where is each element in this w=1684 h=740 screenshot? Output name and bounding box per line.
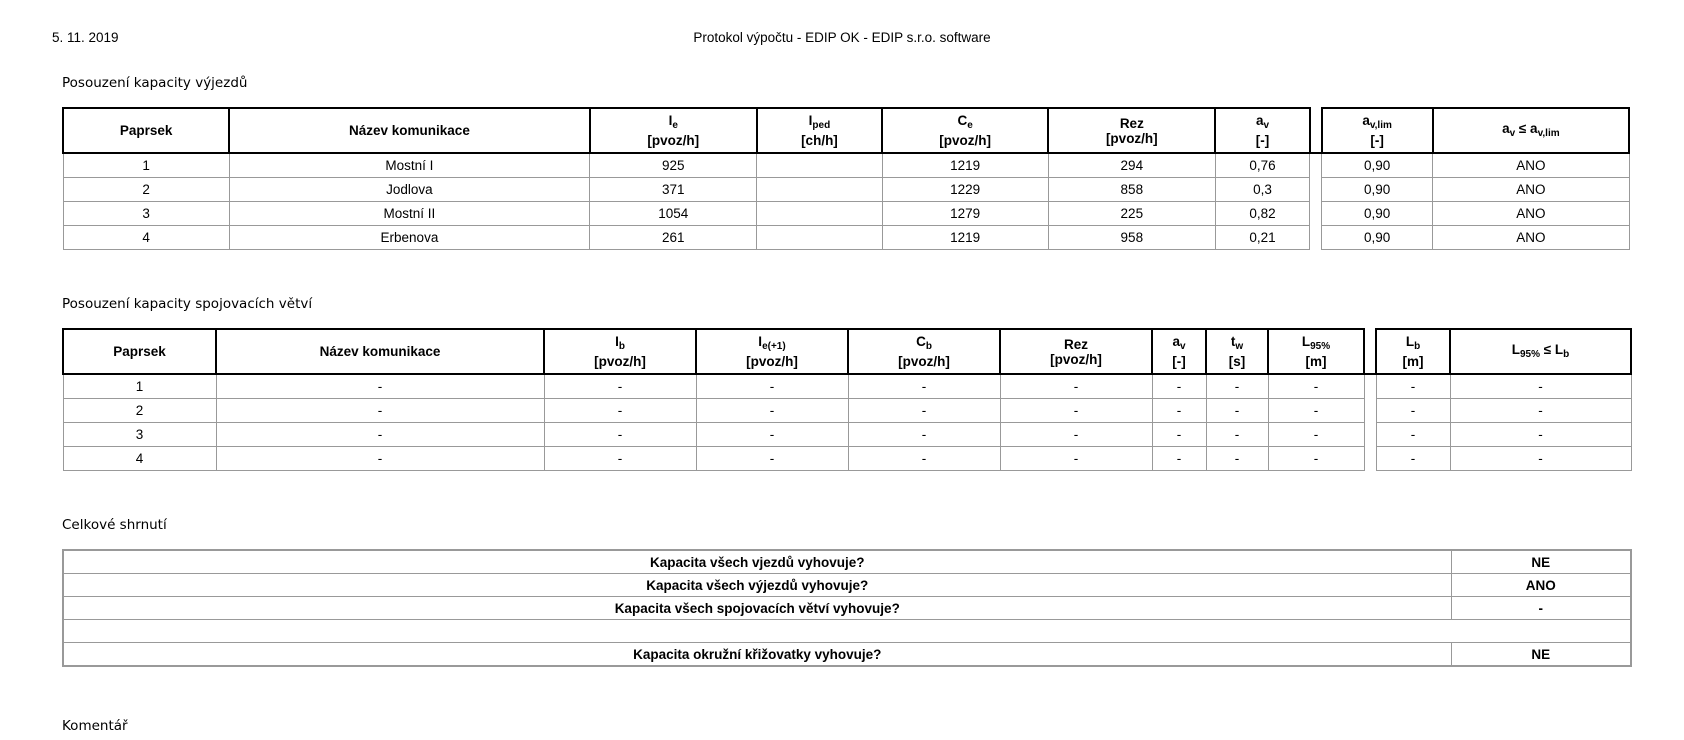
summary-row-empty bbox=[63, 620, 1631, 643]
summary-question: Kapacita okružní křižovatky vyhovuje? bbox=[63, 643, 1451, 667]
cell-l95: - bbox=[1268, 374, 1364, 399]
summary-row bbox=[63, 574, 1631, 597]
cell-gap bbox=[1310, 178, 1322, 202]
cell-rez: 294 bbox=[1048, 153, 1215, 178]
cell-paprsek: 1 bbox=[63, 374, 216, 399]
cell-rez: - bbox=[1000, 423, 1152, 447]
table-row bbox=[63, 226, 1629, 250]
col-nazev: Název komunikace bbox=[229, 108, 589, 153]
cell-av: - bbox=[1152, 374, 1206, 399]
exits-table bbox=[62, 107, 1630, 250]
cell-l95: - bbox=[1268, 399, 1364, 423]
cell-paprsek: 4 bbox=[63, 226, 229, 250]
cell-avlim: 0,90 bbox=[1322, 153, 1433, 178]
col-lb: $L_b$ [m] bbox=[1376, 329, 1450, 374]
cell-ie1: - bbox=[696, 399, 848, 423]
cell-cb: - bbox=[848, 374, 1000, 399]
cell-tw: - bbox=[1206, 447, 1268, 471]
section-connectors-title: Posouzení kapacity spojovacích větví bbox=[62, 296, 313, 312]
summary-row bbox=[63, 597, 1631, 620]
cell-nazev: Mostní I bbox=[229, 153, 589, 178]
cell-iped bbox=[757, 202, 882, 226]
col-check: $a_v \le a_{v,lim}$ bbox=[1433, 108, 1629, 153]
cell-check: - bbox=[1450, 447, 1631, 471]
summary-spacer bbox=[63, 620, 1631, 643]
col-check: $L_{95\%} \le L_b$ bbox=[1450, 329, 1631, 374]
table-row bbox=[63, 399, 1631, 423]
summary-question: Kapacita všech výjezdů vyhovuje? bbox=[63, 574, 1451, 597]
cell-ie: 371 bbox=[590, 178, 757, 202]
cell-gap bbox=[1364, 447, 1376, 471]
cell-check: - bbox=[1450, 423, 1631, 447]
cell-tw: - bbox=[1206, 423, 1268, 447]
col-paprsek: Paprsek bbox=[63, 108, 229, 153]
cell-paprsek: 2 bbox=[63, 399, 216, 423]
summary-answer: NE bbox=[1451, 643, 1631, 667]
table-row bbox=[63, 447, 1631, 471]
cell-check: - bbox=[1450, 399, 1631, 423]
cell-lb: - bbox=[1376, 447, 1450, 471]
cell-gap bbox=[1364, 374, 1376, 399]
exits-header-row bbox=[63, 108, 1629, 153]
cell-av: - bbox=[1152, 399, 1206, 423]
cell-gap bbox=[1364, 423, 1376, 447]
summary-table bbox=[62, 549, 1632, 667]
cell-ce: 1219 bbox=[882, 153, 1048, 178]
table-row bbox=[63, 423, 1631, 447]
col-gap bbox=[1364, 329, 1376, 374]
cell-avlim: 0,90 bbox=[1322, 178, 1433, 202]
cell-av: 0,21 bbox=[1215, 226, 1309, 250]
cell-check: ANO bbox=[1433, 153, 1629, 178]
col-tw: $t_w$ [s] bbox=[1206, 329, 1268, 374]
cell-iped bbox=[757, 153, 882, 178]
cell-ie: 1054 bbox=[590, 202, 757, 226]
cell-gap bbox=[1364, 399, 1376, 423]
cell-ce: 1279 bbox=[882, 202, 1048, 226]
cell-cb: - bbox=[848, 423, 1000, 447]
cell-av: - bbox=[1152, 447, 1206, 471]
cell-l95: - bbox=[1268, 447, 1364, 471]
col-av: $a_v$ [-] bbox=[1215, 108, 1309, 153]
cell-ie1: - bbox=[696, 423, 848, 447]
cell-av: 0,76 bbox=[1215, 153, 1309, 178]
table-row bbox=[63, 178, 1629, 202]
cell-ce: 1219 bbox=[882, 226, 1048, 250]
cell-paprsek: 3 bbox=[63, 423, 216, 447]
cell-av: 0,82 bbox=[1215, 202, 1309, 226]
cell-check: ANO bbox=[1433, 178, 1629, 202]
col-iped: $I_{ped}$ [ch/h] bbox=[757, 108, 882, 153]
cell-iped bbox=[757, 178, 882, 202]
summary-answer: - bbox=[1451, 597, 1631, 620]
cell-check: - bbox=[1450, 374, 1631, 399]
cell-nazev: Erbenova bbox=[229, 226, 589, 250]
cell-ie: 925 bbox=[590, 153, 757, 178]
cell-lb: - bbox=[1376, 399, 1450, 423]
cell-lb: - bbox=[1376, 423, 1450, 447]
cell-paprsek: 2 bbox=[63, 178, 229, 202]
table-row bbox=[63, 153, 1629, 178]
col-gap bbox=[1310, 108, 1322, 153]
cell-rez: 858 bbox=[1048, 178, 1215, 202]
report-title: Protokol výpočtu - EDIP OK - EDIP s.r.o. software bbox=[693, 30, 991, 45]
summary-question: Kapacita všech vjezdů vyhovuje? bbox=[63, 550, 1451, 574]
cell-rez: - bbox=[1000, 447, 1152, 471]
cell-tw: - bbox=[1206, 399, 1268, 423]
col-nazev: Název komunikace bbox=[216, 329, 544, 374]
connectors-header-row bbox=[63, 329, 1631, 374]
cell-rez: - bbox=[1000, 399, 1152, 423]
section-summary-title: Celkové shrnutí bbox=[62, 517, 167, 533]
col-cb: $C_b$ [pvoz/h] bbox=[848, 329, 1000, 374]
cell-nazev: - bbox=[216, 374, 544, 399]
section-comment-title: Komentář bbox=[62, 718, 128, 734]
col-ce: $C_e$ [pvoz/h] bbox=[882, 108, 1048, 153]
table-row bbox=[63, 374, 1631, 399]
cell-avlim: 0,90 bbox=[1322, 226, 1433, 250]
cell-nazev: - bbox=[216, 399, 544, 423]
section-exits-title: Posouzení kapacity výjezdů bbox=[62, 75, 248, 91]
summary-row bbox=[63, 550, 1631, 574]
cell-paprsek: 3 bbox=[63, 202, 229, 226]
cell-ie: 261 bbox=[590, 226, 757, 250]
cell-gap bbox=[1310, 153, 1322, 178]
summary-row bbox=[63, 643, 1631, 667]
col-rez: Rez [pvoz/h] bbox=[1000, 329, 1152, 374]
col-ie: $I_e$ [pvoz/h] bbox=[590, 108, 757, 153]
cell-ib: - bbox=[544, 423, 696, 447]
cell-cb: - bbox=[848, 399, 1000, 423]
cell-rez: 958 bbox=[1048, 226, 1215, 250]
cell-gap bbox=[1310, 202, 1322, 226]
cell-rez: - bbox=[1000, 374, 1152, 399]
summary-question: Kapacita všech spojovacích větví vyhovuje? bbox=[63, 597, 1451, 620]
summary-answer: ANO bbox=[1451, 574, 1631, 597]
col-rez: Rez [pvoz/h] bbox=[1048, 108, 1215, 153]
cell-ce: 1229 bbox=[882, 178, 1048, 202]
cell-iped bbox=[757, 226, 882, 250]
cell-avlim: 0,90 bbox=[1322, 202, 1433, 226]
cell-ib: - bbox=[544, 447, 696, 471]
cell-ib: - bbox=[544, 399, 696, 423]
cell-lb: - bbox=[1376, 374, 1450, 399]
col-ie1: $I_{e(+1)}$ [pvoz/h] bbox=[696, 329, 848, 374]
cell-av: - bbox=[1152, 423, 1206, 447]
cell-paprsek: 1 bbox=[63, 153, 229, 178]
cell-ie1: - bbox=[696, 447, 848, 471]
report-date: 5. 11. 2019 bbox=[52, 30, 119, 45]
cell-l95: - bbox=[1268, 423, 1364, 447]
col-av: $a_v$ [-] bbox=[1152, 329, 1206, 374]
cell-gap bbox=[1310, 226, 1322, 250]
cell-rez: 225 bbox=[1048, 202, 1215, 226]
cell-ie1: - bbox=[696, 374, 848, 399]
cell-av: 0,3 bbox=[1215, 178, 1309, 202]
col-avlim: $a_{v,lim}$ [-] bbox=[1322, 108, 1433, 153]
cell-nazev: - bbox=[216, 447, 544, 471]
col-ib: $I_b$ [pvoz/h] bbox=[544, 329, 696, 374]
cell-nazev: Mostní II bbox=[229, 202, 589, 226]
cell-ib: - bbox=[544, 374, 696, 399]
col-paprsek: Paprsek bbox=[63, 329, 216, 374]
summary-answer: NE bbox=[1451, 550, 1631, 574]
table-row bbox=[63, 202, 1629, 226]
cell-check: ANO bbox=[1433, 202, 1629, 226]
col-l95: $L_{95\%}$ [m] bbox=[1268, 329, 1364, 374]
cell-nazev: - bbox=[216, 423, 544, 447]
cell-check: ANO bbox=[1433, 226, 1629, 250]
cell-tw: - bbox=[1206, 374, 1268, 399]
cell-paprsek: 4 bbox=[63, 447, 216, 471]
connectors-table bbox=[62, 328, 1632, 471]
cell-nazev: Jodlova bbox=[229, 178, 589, 202]
cell-cb: - bbox=[848, 447, 1000, 471]
